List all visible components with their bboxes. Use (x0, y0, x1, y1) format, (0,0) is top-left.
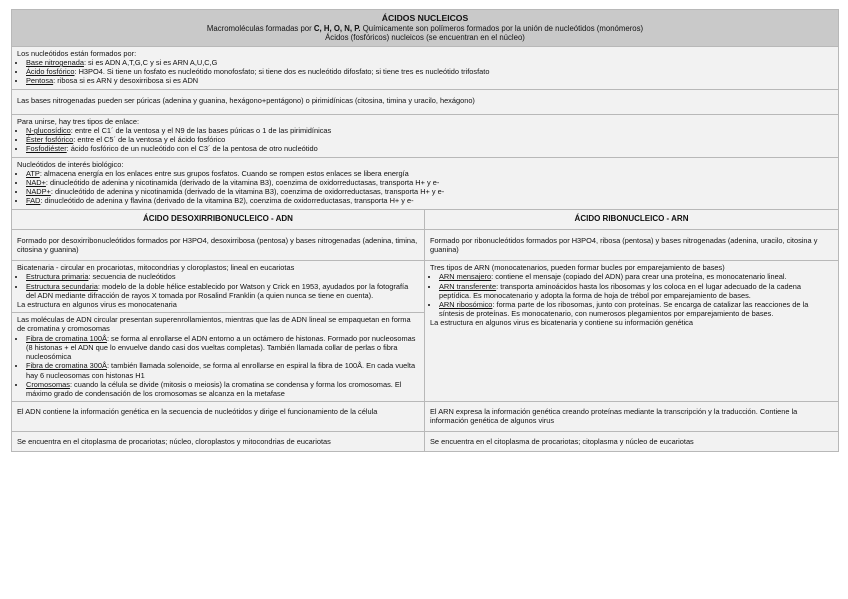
term: NADP+ (26, 187, 51, 197)
document-subtitle-line2: Ácidos (fosfóricos) nucleicos (se encuentran en el núcleo) (325, 33, 525, 43)
subtitle-elements: C, H, O, N, P. (313, 24, 361, 33)
list-item (26, 380, 419, 398)
definition: : dinucleótido de adenina y flavina (derivado de la vitamina B2), coenzima de oxidorreductasas, transporta H+ y e- (40, 196, 414, 206)
term: NAD+ (26, 178, 46, 188)
term: Fosfodiéster (26, 144, 67, 154)
definition: : transporta aminoácidos hasta los ribosomas y los coloca en el lugar adecuado de la cadena peptídica. Es monocatenario y adopta la forma de hoja de trébol por emparejamiento de bases. (439, 281, 801, 300)
definition: : contiene el mensaje (copiado del ADN) para crear una proteína, es monocatenario lineal. (491, 272, 787, 282)
list-item (26, 144, 833, 153)
section-intro: Nucleótidos de interés biológico: (17, 159, 124, 169)
section-outro: La estructura en algunos virus es bicatenaria y contiene su información genética (430, 318, 693, 328)
list-item (26, 169, 833, 178)
definition: : entre el C5´ de la ventosa y el ácido fosfórico (73, 135, 226, 145)
section-intro: Las moléculas de ADN circular presentan superenrollamientos, mientras que las de ADN lineal se empaquetan en forma de cromatina y cromosomas (17, 315, 411, 334)
list-item (439, 300, 833, 318)
section-intro: Tres tipos de ARN (monocatenarios, pueden formar bucles por emparejamiento de bases) (430, 263, 725, 273)
term: ARN ribosómico (439, 300, 493, 310)
list-item (26, 282, 419, 300)
adn-empaquetamiento (12, 313, 425, 402)
definition: : ácido fosfórico de un nucleótido con el C3´ de la pentosa de otro nucleótido (66, 144, 318, 154)
term: ARN mensajero (439, 272, 492, 282)
section-enlaces (12, 114, 839, 157)
arn-formado: Formado por ribonucleótidos formados por H3PO4, ribosa (pentosa) y bases nitrogenadas (adenina, uracilo, citosina y guanina) (425, 229, 839, 260)
definition: : se forma al enrollarse el ADN entorno a un octámero de histonas. Formado por nucleosomas (8 histonas + el ADN que lo envuelve dando casi dos vueltas completas). También llamada collar de perlas o fibra nucleosómica (26, 333, 416, 362)
list-item (26, 135, 833, 144)
document-page (11, 9, 838, 452)
list-item (26, 67, 833, 76)
arn-funcion: El ARN expresa la información genética creando proteínas mediante la transcripción y la traducción. Contiene la información genética de algunos virus (425, 402, 839, 431)
bullet-list (17, 334, 419, 398)
bullet-list (17, 58, 833, 86)
summary-table (11, 9, 839, 452)
list-item (26, 76, 833, 85)
term: N-glucosídico (26, 126, 71, 136)
definition: : almacena energía en los enlaces entre sus grupos fosfatos. Cuando se rompen estos enlaces se libera energía (39, 168, 409, 178)
subtitle-text: Macromoléculas formadas por (206, 24, 314, 33)
document-title: ÁCIDOS NUCLEICOS (381, 13, 469, 23)
arn-localizacion: Se encuentra en el citoplasma de procariotas; citoplasma y núcleo de eucariotas (425, 431, 839, 451)
arn-column-title: ÁCIDO RIBONUCLEICO - ARN (425, 209, 839, 229)
definition: : dinucleótido de adenina y nicotinamida (derivado de la vitamina B3), coenzima de oxidorreductasas, transporta H+ y e- (45, 178, 440, 188)
term: Pentosa (26, 76, 54, 86)
definition: : si es ADN A,T,G,C y si es ARN A,U,C,G (83, 58, 218, 68)
section-intro: Los nucleótidos están formados por: (17, 48, 137, 58)
definition: : también llamada solenoide, se forma al enrollarse en espiral la fibra de 100Å. En cada vuelta hay 6 nucleosomas con histonas H1 (26, 361, 416, 380)
document-subtitle (16, 24, 834, 33)
list-item (26, 196, 833, 205)
list-item (26, 178, 833, 187)
adn-column-title: ÁCIDO DESOXIRRIBONUCLEICO - ADN (12, 209, 425, 229)
list-item (439, 282, 833, 300)
list-item (439, 272, 833, 281)
definition: : ribosa si es ARN y desoxirribosa si es ADN (53, 76, 199, 86)
section-intro: Para unirse, hay tres tipos de enlace: (17, 116, 140, 126)
definition: : modelo de la doble hélice establecido por Watson y Crick en 1953, ayudados por la fotografía del ADN mediante difracción de rayos X tomada por Rosalind Franklin (a quien nunca se tiene en cuenta). (26, 281, 409, 300)
bullet-list (17, 169, 833, 206)
term: Estructura primaria (26, 272, 89, 282)
term: ATP (26, 168, 40, 178)
term: Éster fosfórico (26, 135, 74, 145)
list-item (26, 126, 833, 135)
arn-tipos (425, 261, 839, 402)
adn-formado: Formado por desoxirribonucleótidos formados por H3PO4, desoxirribosa (pentosa) y bases nitrogenadas (adenina, timina, citosina y guanina) (12, 229, 425, 260)
adn-funcion: El ADN contiene la información genética en la secuencia de nucleótidos y dirige el funcionamiento de la célula (12, 402, 425, 431)
subtitle-rest: Químicamente son polímeros formados por la unión de nucleótidos (monómeros) (360, 24, 644, 33)
definition: : dinucleótido de adenina y nicotinamida (derivado de la vitamina B3), coenzima de oxidorreductasas, transporta H+ y e- (50, 187, 445, 197)
section-interes (12, 157, 839, 209)
term: Cromosomas (26, 379, 70, 389)
term: Fibra de cromatina 300Å (26, 361, 107, 371)
definition: : secuencia de nucleótidos (88, 272, 176, 282)
list-item (26, 361, 419, 379)
bullet-list (430, 272, 833, 318)
document-header (12, 10, 839, 47)
term: Base nitrogenada (26, 58, 84, 68)
definition: : cuando la célula se divide (mitosis o meiosis) la cromatina se condensa y forma los cromosomas. El máximo grado de condensación de los cromosomas se alcanza en la metafase (26, 379, 402, 398)
list-item (26, 58, 833, 67)
term: ARN transferente (439, 281, 497, 291)
list-item (26, 272, 419, 281)
adn-localizacion: Se encuentra en el citoplasma de procariotas; núcleo, cloroplastos y mitocondrias de eucariotas (12, 431, 425, 451)
section-intro: Bicatenaria - circular en procariotas, mitocondrias y cloroplastos; lineal en eucariotas (17, 263, 295, 273)
definition: : forma parte de los ribosomas, junto con proteínas. Se encarga de catalizar las reacciones de la síntesis de proteínas. Es monocatenario, con numerosos plegamientos por emparejamiento de bases. (439, 300, 809, 319)
list-item (26, 187, 833, 196)
term: Fibra de cromatina 100Å (26, 333, 107, 343)
list-item (26, 334, 419, 362)
bullet-list (17, 126, 833, 154)
definition: : H3PO4. Si tiene un fosfato es nucleótido monofosfato; si tiene dos es nucleótido difosfato; si tiene tres es nucleótido trifosfato (74, 67, 490, 77)
definition: : entre el C1´ de la ventosa y el N9 de las bases púricas o 1 de las pirimidínicas (70, 126, 332, 136)
term: Estructura secundaria (26, 281, 98, 291)
bullet-list (17, 272, 419, 300)
term: Ácido fosfórico (26, 67, 75, 77)
adn-estructura (12, 261, 425, 313)
term: FAD (26, 196, 41, 206)
section-nucleotidos (12, 46, 839, 89)
section-outro: La estructura en algunos virus es monocatenaria (17, 300, 177, 310)
section-bases: Las bases nitrogenadas pueden ser púricas (adenina y guanina, hexágono+pentágono) o pirimidínicas (citosina, timina y uracilo, hexágono) (12, 89, 839, 114)
